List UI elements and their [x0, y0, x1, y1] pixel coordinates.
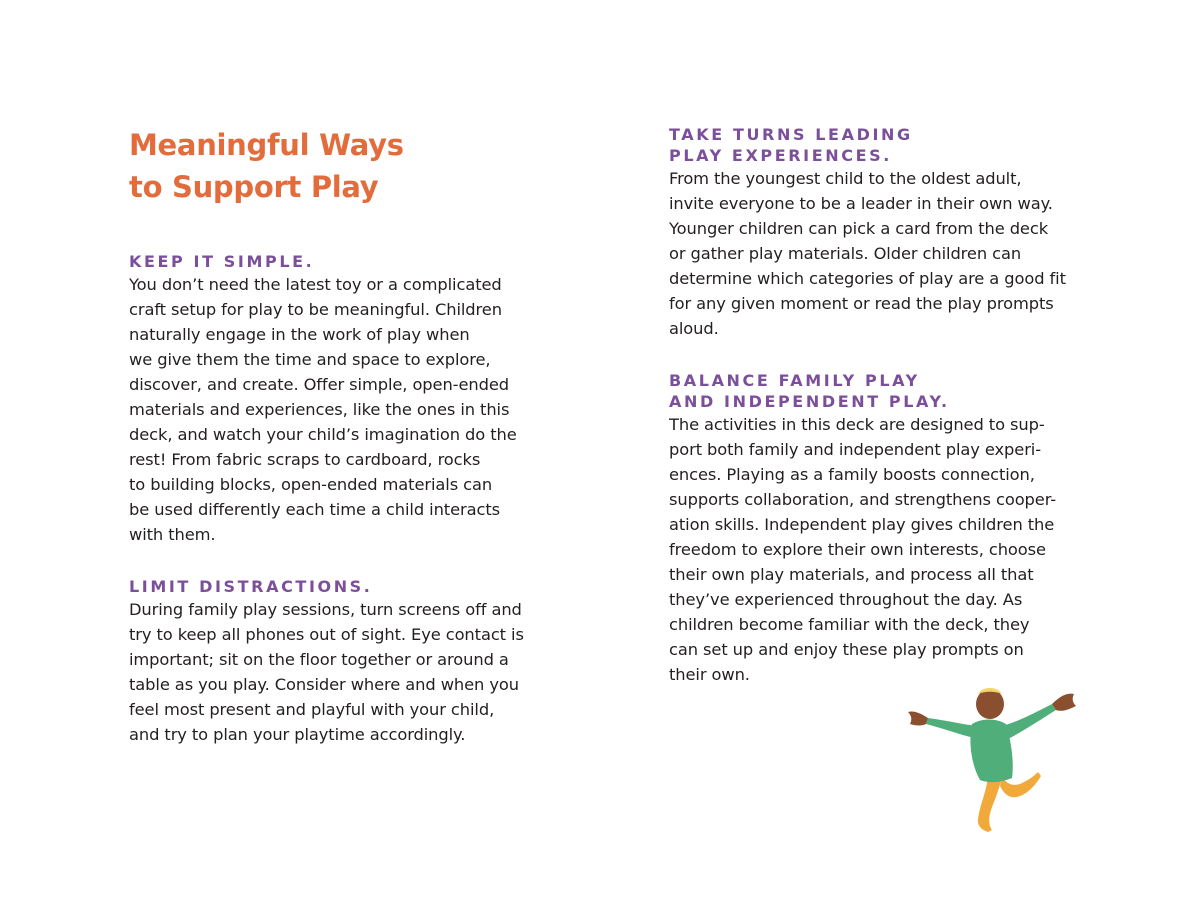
- body-line: their own play materials, and process all that: [669, 565, 1034, 584]
- body-line: table as you play. Consider where and when you: [129, 675, 519, 694]
- heading-line: AND INDEPENDENT PLAY.: [669, 392, 950, 411]
- body-line: naturally engage in the work of play when: [129, 325, 470, 344]
- body-line: try to keep all phones out of sight. Eye contact is: [129, 625, 524, 644]
- section-body-keep-it-simple: [129, 272, 549, 547]
- section-body-balance-play: [669, 412, 1089, 687]
- body-line: You don’t need the latest toy or a complicated: [129, 275, 502, 294]
- body-line: deck, and watch your child’s imagination do the: [129, 425, 517, 444]
- body-line: Younger children can pick a card from the deck: [669, 219, 1049, 238]
- body-line: determine which categories of play are a good fit: [669, 269, 1066, 288]
- child-left-hand: [908, 711, 928, 725]
- right-page: [669, 124, 1089, 687]
- body-line: rest! From fabric scraps to cardboard, rocks: [129, 450, 481, 469]
- body-line: be used differently each time a child interacts: [129, 500, 500, 519]
- child-right-hand: [1052, 694, 1076, 711]
- section-body-limit-distractions: [129, 597, 549, 747]
- section-heading-take-turns: [669, 124, 1089, 166]
- body-line: and try to plan your playtime accordingly.: [129, 725, 466, 744]
- body-line: can set up and enjoy these play prompts on: [669, 640, 1024, 659]
- heading-line: TAKE TURNS LEADING: [669, 125, 913, 144]
- body-line: freedom to explore their own interests, choose: [669, 540, 1046, 559]
- body-line: materials and experiences, like the ones in this: [129, 400, 510, 419]
- body-line: ation skills. Independent play gives children the: [669, 515, 1055, 534]
- heading-line: LIMIT DISTRACTIONS.: [129, 577, 373, 596]
- body-line: The activities in this deck are designed to sup-: [669, 415, 1045, 434]
- body-line: supports collaboration, and strengthens cooper-: [669, 490, 1057, 509]
- child-head: [976, 689, 1004, 719]
- child-right-arm: [1002, 704, 1056, 740]
- body-line: discover, and create. Offer simple, open-ended: [129, 375, 509, 394]
- section-heading-balance-play: [669, 370, 1089, 412]
- child-left-arm: [926, 718, 976, 738]
- section-body-take-turns: [669, 166, 1089, 341]
- heading-line: PLAY EXPERIENCES.: [669, 146, 892, 165]
- body-line: we give them the time and space to explore,: [129, 350, 491, 369]
- body-line: for any given moment or read the play prompts: [669, 294, 1054, 313]
- heading-line: BALANCE FAMILY PLAY: [669, 371, 920, 390]
- body-line: feel most present and playful with your child,: [129, 700, 495, 719]
- body-line: they’ve experienced throughout the day. As: [669, 590, 1023, 609]
- body-line: children become familiar with the deck, they: [669, 615, 1030, 634]
- title-line: to Support Play: [129, 170, 379, 204]
- body-line: craft setup for play to be meaningful. Children: [129, 300, 502, 319]
- dancing-child-illustration: [906, 684, 1082, 840]
- body-line: During family play sessions, turn screens off and: [129, 600, 522, 619]
- section-heading-limit-distractions: [129, 576, 549, 597]
- body-line: port both family and independent play experi-: [669, 440, 1042, 459]
- body-line: ences. Playing as a family boosts connection,: [669, 465, 1035, 484]
- title-line: Meaningful Ways: [129, 128, 404, 162]
- body-line: or gather play materials. Older children can: [669, 244, 1022, 263]
- body-line: aloud.: [669, 319, 719, 338]
- body-line: From the youngest child to the oldest adult,: [669, 169, 1022, 188]
- body-line: important; sit on the floor together or around a: [129, 650, 509, 669]
- body-line: to building blocks, open-ended materials can: [129, 475, 493, 494]
- page-title: [129, 124, 549, 208]
- heading-line: KEEP IT SIMPLE.: [129, 252, 315, 271]
- body-line: with them.: [129, 525, 216, 544]
- child-left-leg: [978, 776, 1002, 832]
- section-heading-keep-it-simple: [129, 251, 549, 272]
- left-page: [129, 124, 549, 747]
- body-line: invite everyone to be a leader in their own way.: [669, 194, 1053, 213]
- body-line: their own.: [669, 665, 750, 684]
